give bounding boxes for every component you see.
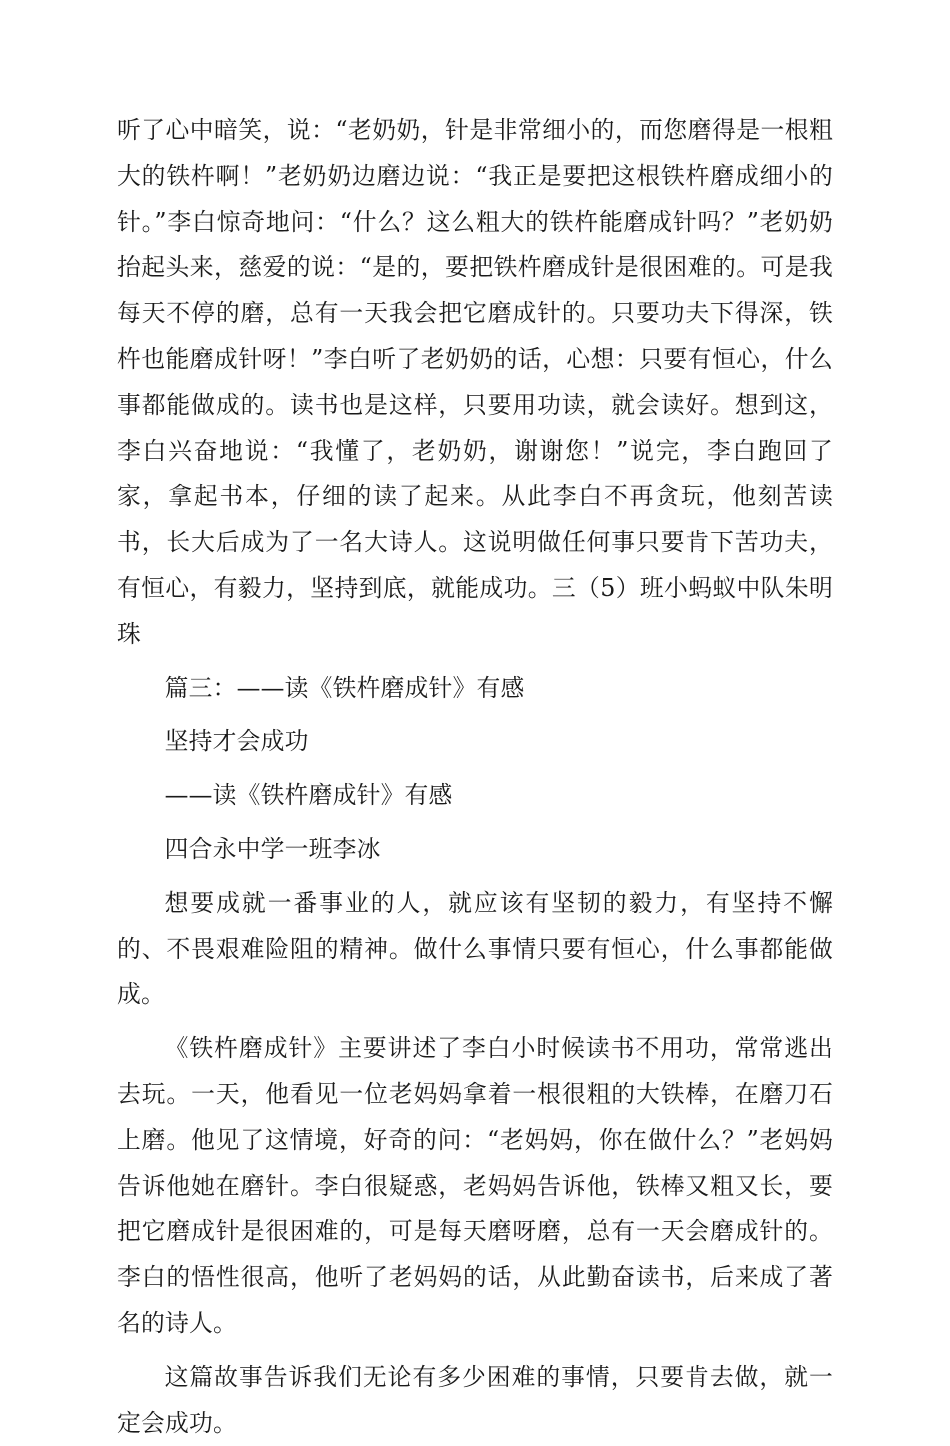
essay-paragraph-conclusion: 这篇故事告诉我们无论有多少困难的事情，只要肯去做，就一定会成功。	[117, 1362, 833, 1437]
essay-author: 四合永中学一班李冰	[164, 834, 381, 863]
essay-paragraph-intro: 想要成就一番事业的人，就应该有坚韧的毅力，有坚持不懈的、不畏艰难险阻的精神。做什么事情只要有恒心，什么事都能做成。	[117, 888, 833, 1009]
story-paragraph-continued: 听了心中暗笑，说：“老奶奶，针是非常细小的，而您磨得是一根粗大的铁杵啊！”老奶奶边磨边说：“我正是要把这根铁杵磨成细小的针。”李白惊奇地问：“什么？这么粗大的铁杵能磨成针吗？”老奶奶抬起头来，慈爱的说：“是的，要把铁杵磨成针是很困难的。可是我每天不停的磨，总有一天我会把它磨成针的。只要功夫下得深，铁杵也能磨成针呀！”李白听了老奶奶的话，心想：只要有恒心，什么事都能做成的。读书也是这样，只要用功读，就会读好。想到这，李白兴奋地说：“我懂了，老奶奶，谢谢您！”说完，李白跑回了家，拿起书本，仔细的读了起来。从此李白不再贪玩，他刻苦读书，长大后成为了一名大诗人。这说明做任何事只要肯下苦功夫，有恒心，有毅力，坚持到底，就能成功。三（5）班小蚂蚁中队朱明珠	[117, 116, 833, 648]
essay-subtitle: ——读《铁杵磨成针》有感	[164, 781, 453, 810]
essay-paragraph-summary: 《铁杵磨成针》主要讲述了李白小时候读书不用功，常常逃出去玩。一天，他看见一位老妈妈拿着一根很粗的大铁棒，在磨刀石上磨。他见了这情境，好奇的问：“老妈妈，你在做什么？”老妈妈告诉他她在磨针。李白很疑惑，老妈妈告诉他，铁棒又粗又长，要把它磨成针是很困难的，可是每天磨呀磨，总有一天会磨成针的。李白的悟性很高，他听了老妈妈的话，从此勤奋读书，后来成了著名的诗人。	[117, 1034, 833, 1337]
document-page	[117, 108, 833, 1446]
section-heading: 篇三：——读《铁杵磨成针》有感	[164, 673, 525, 702]
essay-title: 坚持才会成功	[164, 727, 309, 756]
